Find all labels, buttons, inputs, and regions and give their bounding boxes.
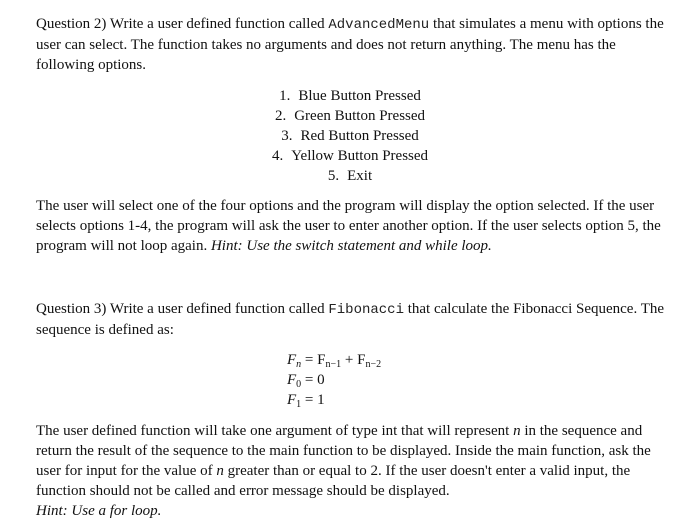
- q3-body: [36, 421, 666, 521]
- q3-body-text-a: The user defined function will take one argument of type int that will represent: [36, 423, 514, 439]
- q2-intro: [36, 14, 666, 75]
- eq-rhs: = F: [301, 352, 326, 368]
- menu-item-number: 1.: [279, 88, 291, 104]
- q2-body-text: The user will select one of the four options and the program will display the option selected. If the user selects options 1-4, the program will ask the user to enter another option. If the user selects option 5, the program will not loop again.: [36, 198, 661, 254]
- menu-item: [0, 86, 700, 106]
- eq-rhs-sub-2: n−2: [365, 359, 382, 370]
- eq-lhs-var: F: [287, 352, 297, 368]
- q2-function-name: AdvancedMenu: [328, 17, 430, 33]
- menu-item-label: Blue Button Pressed: [298, 88, 421, 104]
- q3-body-text-b: in the sequence and return the result of the sequence to the main function to be displayed. Inside the main function, ask the user for input for the value of: [36, 423, 651, 479]
- q3-function-name: Fibonacci: [328, 302, 404, 318]
- menu-item-number: 4.: [271, 148, 284, 164]
- eq-lhs-sub: 0: [296, 379, 302, 390]
- q2-intro-text-a: Question 2) Write a user defined function called: [36, 16, 329, 32]
- menu-item-number: 5.: [327, 168, 340, 184]
- eq-rhs: = 1: [301, 392, 325, 408]
- q3-body-text-c: greater than or equal to 2. If the user doesn't enter a valid input, the function should not be called and error message should be displayed.: [36, 463, 631, 499]
- menu-item-number: 3.: [281, 128, 293, 144]
- menu-item-label: Red Button Pressed: [300, 128, 419, 144]
- menu-item: [0, 166, 700, 186]
- q3-intro: [36, 299, 666, 340]
- menu-item-label: Green Button Pressed: [294, 108, 426, 124]
- equation-f1: [287, 390, 467, 410]
- eq-rhs-sub-1: n−1: [325, 359, 342, 370]
- q3-intro-text-a: Question 3) Write a user defined function called: [36, 301, 329, 317]
- menu-item-label: Exit: [347, 168, 373, 184]
- q3-hint: Hint: Use a for loop.: [36, 503, 162, 519]
- eq-lhs-sub: n: [296, 359, 302, 370]
- eq-plus-term: + F: [341, 352, 366, 368]
- equation-f0: [287, 370, 467, 390]
- menu-item: [0, 106, 700, 126]
- eq-lhs-var: F: [287, 392, 297, 408]
- equation-recurrence: [287, 350, 467, 370]
- q2-hint: Hint: Use the switch statement and while loop.: [210, 238, 492, 254]
- eq-lhs-sub: 1: [296, 399, 302, 410]
- menu-item: [0, 146, 700, 166]
- q3-var-n: n: [513, 423, 521, 439]
- eq-lhs-var: F: [287, 372, 297, 388]
- q2-body: [36, 196, 666, 256]
- menu-item-number: 2.: [274, 108, 287, 124]
- menu-item-label: Yellow Button Pressed: [291, 148, 429, 164]
- q3-intro-text-b: that calculate the Fibonacci Sequence. The sequence is defined as:: [36, 301, 665, 338]
- fibonacci-equations: [287, 350, 467, 410]
- eq-rhs: = 0: [301, 372, 325, 388]
- q3-var-n: n: [216, 463, 224, 479]
- q2-intro-text-b: that simulates a menu with options the user can select. The function takes no arguments and does not return anything. The menu has the following options.: [36, 16, 664, 73]
- menu-item: [0, 126, 700, 146]
